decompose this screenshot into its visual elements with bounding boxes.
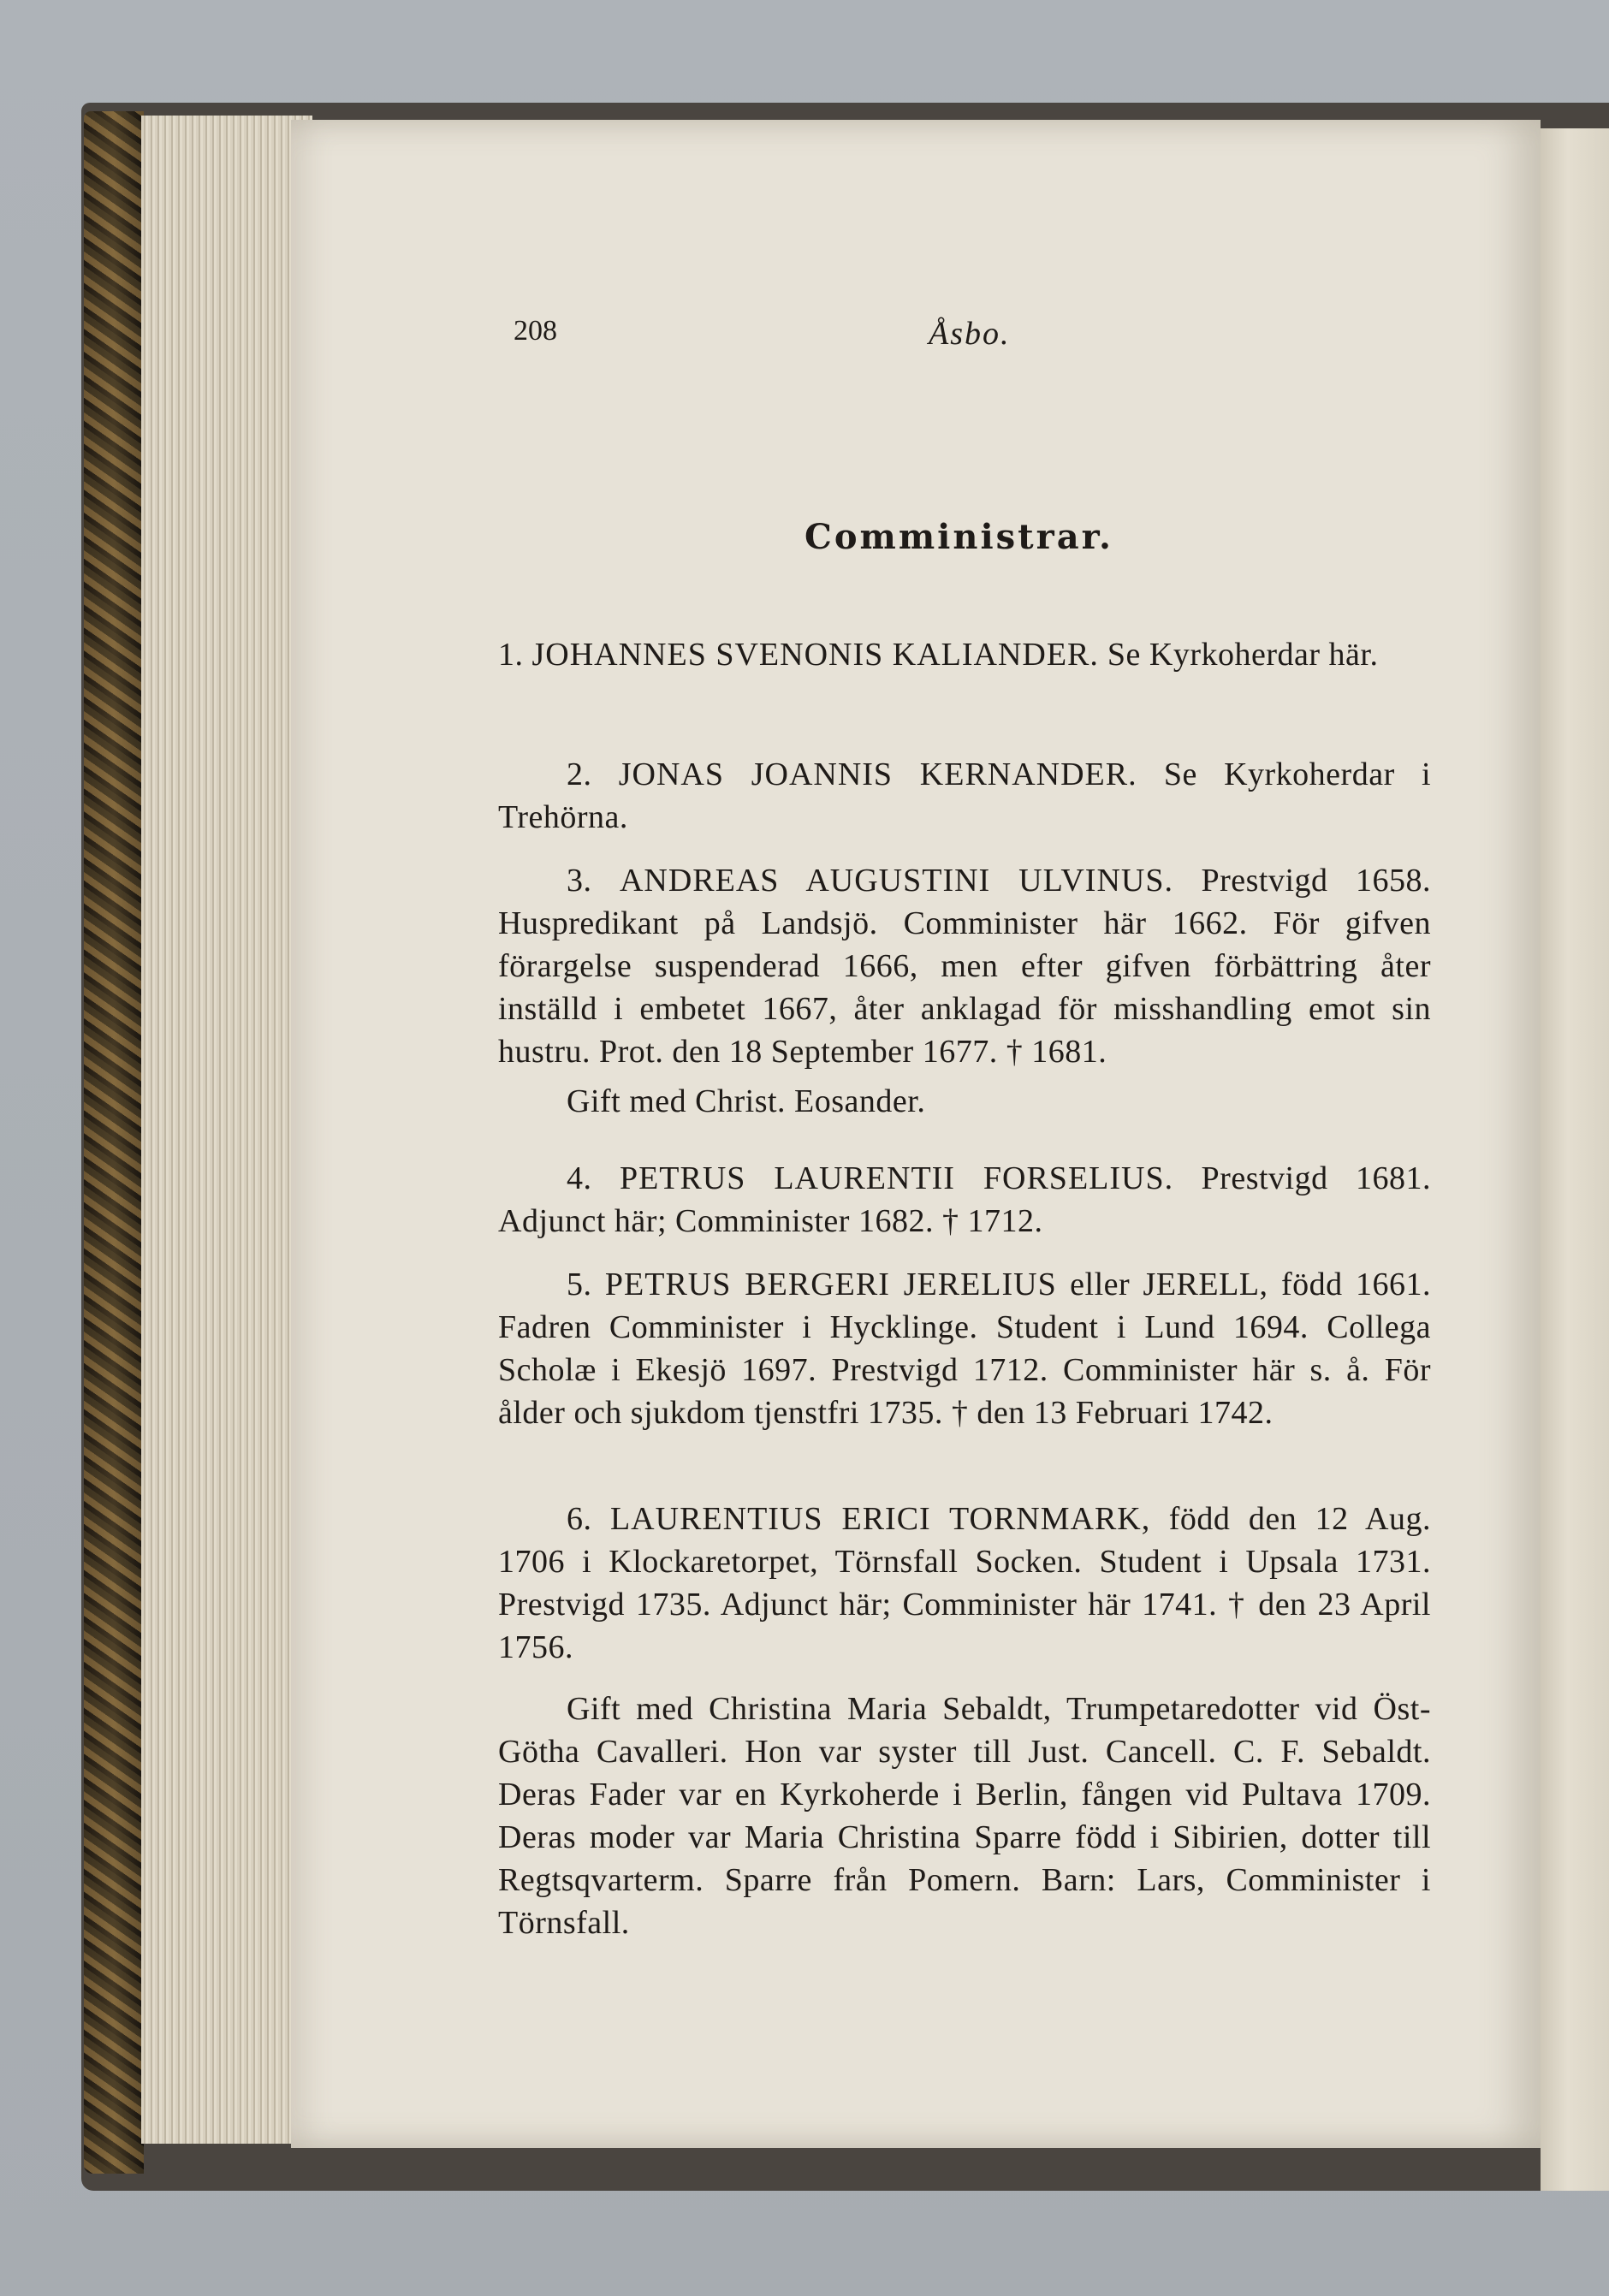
entry-index: 1.: [498, 637, 524, 673]
entry-1: [498, 633, 1431, 676]
entry-5: [498, 1263, 1431, 1434]
entry-index: 2.: [567, 756, 592, 792]
entry-index: 5.: [567, 1267, 592, 1302]
entry-3-marriage: Gift med Christ. Eosander.: [567, 1083, 926, 1119]
entry-name: LAURENTIUS ERICI TORNMARK,: [609, 1501, 1151, 1537]
entry-index: 4.: [567, 1160, 592, 1196]
page-number: 208: [514, 315, 557, 347]
entry-text: Se Kyrkoherdar i Trehörna.: [498, 756, 1432, 835]
entry-6: [498, 1498, 1431, 1669]
entry-index: 6.: [567, 1501, 592, 1537]
entry-text: född den 12 Aug. 1706 i Klockaretorpet, Törnsfall Socken. Student i Upsala 1731. Prestvigd 1735. Adjunct här; Comminister här 1741. † den 23 April 1756.: [498, 1501, 1431, 1665]
entry-4: [498, 1157, 1431, 1243]
section-title: Comministrar.: [804, 517, 1113, 557]
entry-name: JONAS JOANNIS KERNANDER.: [618, 756, 1137, 792]
entry-name: JOHANNES SVENONIS KALIANDER.: [531, 637, 1099, 673]
entry-text: Se Kyrkoherdar här.: [1107, 637, 1379, 673]
entry-text: eller JERELL, född 1661. Fadren Comminister i Hycklinge. Student i Lund 1694. Collega Scholæ i Ekesjö 1697. Prestvigd 1712. Comminister här s. å. För ålder och sjukdom tjenstfri 1735. † den 13 Februari 1742.: [498, 1267, 1431, 1431]
entry-text: Prestvigd 1658. Huspredikant på Landsjö. Comminister här 1662. För gifven förargelse suspenderad 1666, men efter gifven förbättring åter inställd i embetet 1667, åter anklagad för misshandling emot sin hustru. Prot. den 18 September 1677. † 1681.: [498, 863, 1431, 1070]
entry-name: PETRUS LAURENTII FORSELIUS.: [619, 1160, 1174, 1196]
entry-6-marriage: Gift med Christina Maria Sebaldt, Trumpetaredotter vid Öst-Götha Cavalleri. Hon var syster till Just. Cancell. C. F. Sebaldt. Deras Fader var en Kyrkoherde i Berlin, fången vid Pultava 1709. Deras moder var Maria Christina Sparre född i Sibirien, dotter till Regtsqvarterm. Sparre från Pomern. Barn: Lars, Comminister i Törnsfall.: [498, 1691, 1431, 1941]
entry-name: PETRUS BERGERI JERELIUS: [604, 1267, 1057, 1302]
entry-3: [498, 859, 1431, 1073]
entry-name: ANDREAS AUGUSTINI ULVINUS.: [619, 863, 1173, 899]
entry-index: 3.: [567, 863, 592, 899]
entry-2: [498, 753, 1431, 839]
running-head: Åsbo.: [929, 316, 1011, 352]
entry-text: Prestvigd 1681. Adjunct här; Comminister 1682. † 1712.: [498, 1160, 1432, 1239]
